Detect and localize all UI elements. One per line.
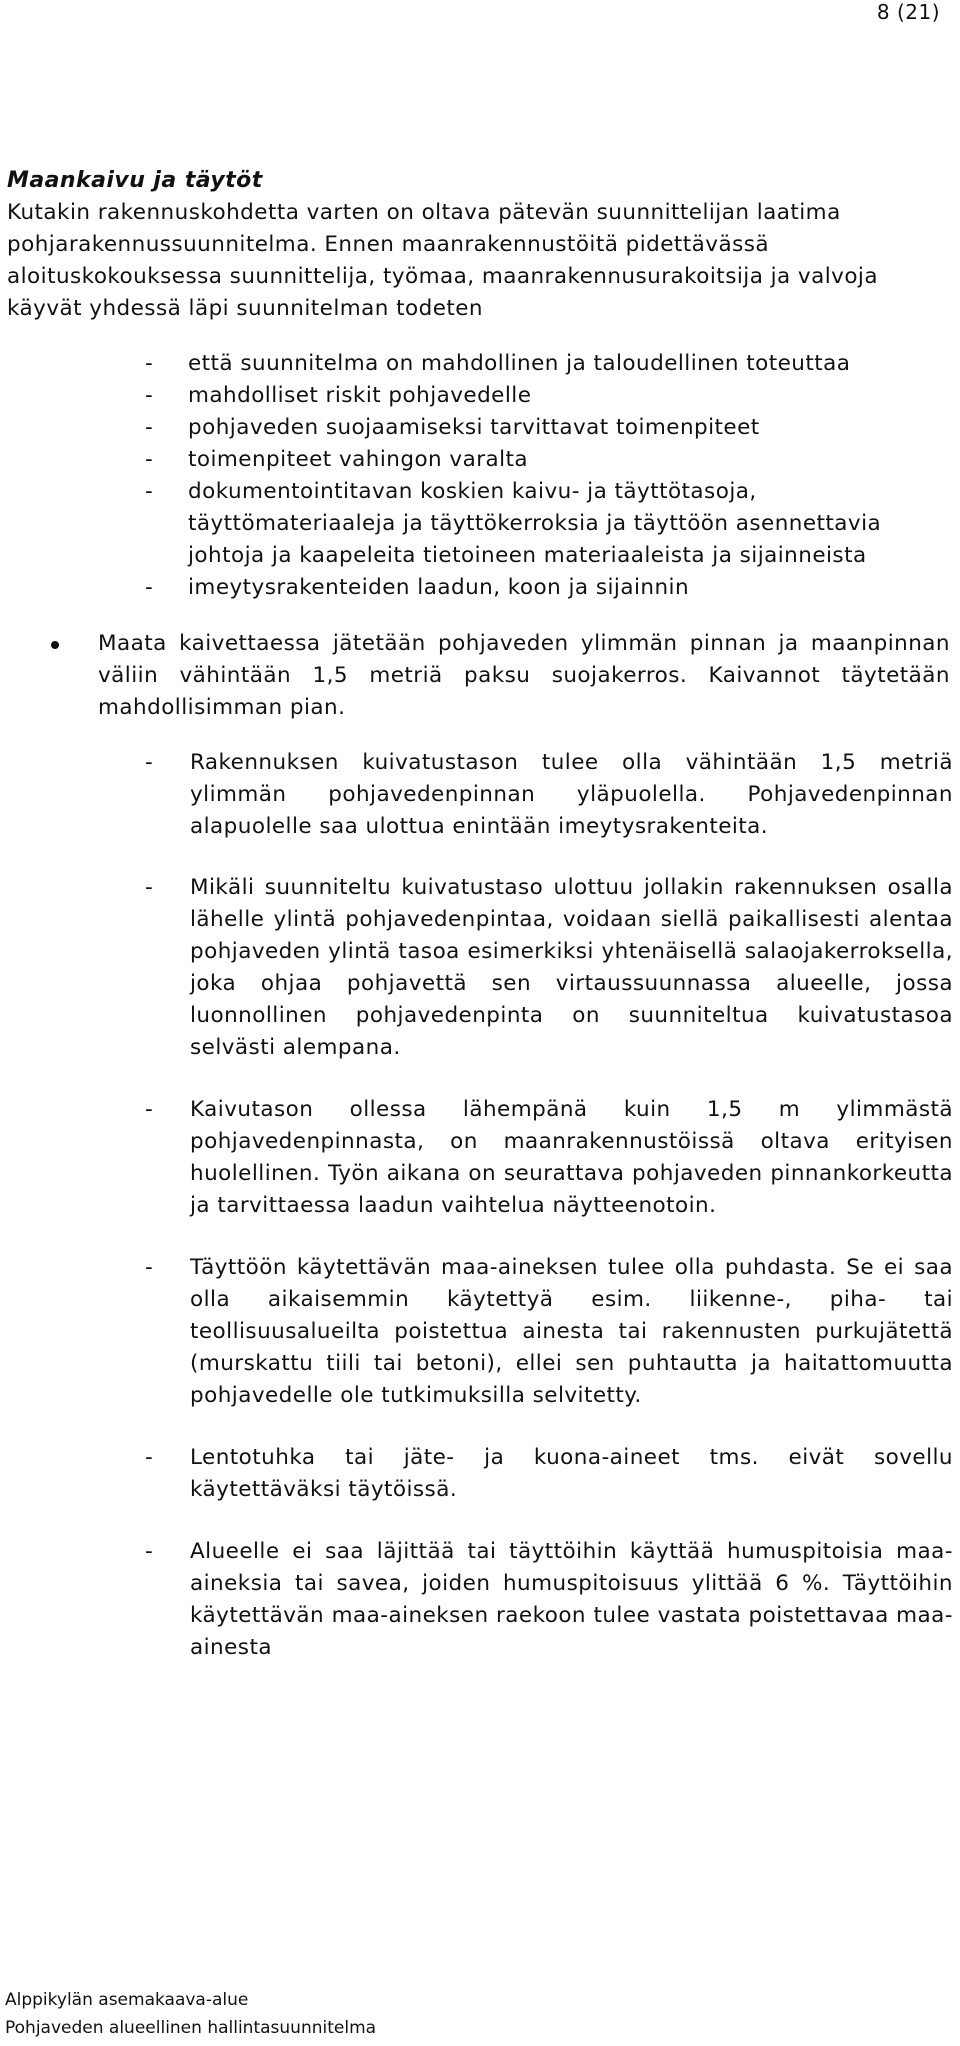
dash-marker: - (145, 479, 154, 504)
checklist-item: - mahdolliset riskit pohjavedelle (7, 380, 928, 412)
checklist-item: - että suunnitelma on mahdollinen ja taloudellinen toteuttaa (7, 348, 928, 380)
dash-marker: - (145, 1097, 154, 1122)
intro-paragraph: Kutakin rakennuskohdetta varten on oltava pätevän suunnittelijan laatima pohjarakennussuunnitelma. Ennen maanrakennustöitä pidettävässä aloituskokouksessa suunnittelija, työmaa, maanrakennusurakoitsija ja valvoja käyvät yhdessä läpi suunnitelman todeten (7, 200, 878, 321)
checklist-item: - dokumentointitavan koskien kaivu- ja täyttötasoja, täyttömateriaaleja ja täyttökerroksia ja täyttöön asennettavia johtoja ja kaapeleita tietoineen materiaaleista ja sijainneista (7, 476, 928, 572)
dash-marker: - (145, 575, 154, 600)
dash-marker: - (145, 1255, 154, 1280)
document-body (7, 165, 955, 1664)
bullet-paragraph: Maata kaivettaessa jätetään pohjaveden ylimmän pinnan ja maanpinnan väliin vähintään 1,5 metriä paksu suojakerros. Kaivannot täytetään mahdollisimman pian. (7, 628, 950, 724)
dash-marker: - (145, 1445, 154, 1470)
checklist-item: - toimenpiteet vahingon varalta (7, 444, 928, 476)
checklist-item: - pohjaveden suojaamiseksi tarvittavat toimenpiteet (7, 412, 928, 444)
rule-item: - Kaivutason ollessa lähempänä kuin 1,5 m ylimmästä pohjavedenpinnasta, on maanrakennustöissä oltava erityisen huolellinen. Työn aikana on seurattava pohjaveden pinnankorkeutta ja tarvittaessa laadun vaihtelua näytteenotoin. (7, 1094, 953, 1222)
page-number: 8 (21) (876, 0, 940, 24)
dash-marker: - (145, 415, 154, 440)
rule-item: - Täyttöön käytettävän maa-aineksen tulee olla puhdasta. Se ei saa olla aikaisemmin käytettyä esim. liikenne-, piha- tai teollisuusalueilta poistettua ainesta tai rakennusten purkujätettä (murskattu tiili tai betoni), ellei sen puhtautta ja haitattomuutta pohjavedelle ole tutkimuksilla selvitetty. (7, 1252, 953, 1412)
dash-marker: - (145, 875, 154, 900)
dash-marker: - (145, 351, 154, 376)
footer-project-name: Alppikylän asemakaava-alue (5, 1990, 249, 2010)
rule-item: - Alueelle ei saa läjittää tai täyttöihin käyttää humuspitoisia maa-aineksia tai savea, joiden humuspitoisuus ylittää 6 %. Täyttöihin käytettävän maa-aineksen raekoon tulee vastata poistettavaa maa-ainesta (7, 1536, 953, 1664)
rule-item: - Lentotuhka tai jäte- ja kuona-aineet tms. eivät sovellu käytettäväksi täytöissä. (7, 1442, 953, 1506)
rule-item: - Rakennuksen kuivatustason tulee olla vähintään 1,5 metriä ylimmän pohjavedenpinnan yläpuolella. Pohjavedenpinnan alapuolelle saa ulottua enintään imeytysrakenteita. (7, 747, 953, 843)
dash-marker: - (145, 1539, 154, 1564)
checklist (7, 348, 955, 604)
dash-marker: - (145, 447, 154, 472)
checklist-item: - imeytysrakenteiden laadun, koon ja sijainnin (7, 572, 928, 604)
section-heading: Maankaivu ja täytöt (7, 168, 263, 193)
footer-plan-name: Pohjaveden alueellinen hallintasuunnitelma (5, 2018, 377, 2038)
bullet-dot-icon (51, 641, 59, 649)
rule-item: - Mikäli suunniteltu kuivatustaso ulottuu jollakin rakennuksen osalla lähelle ylintä pohjavedenpintaa, voidaan siellä paikallisesti alentaa pohjaveden ylintä tasoa esimerkiksi yhtenäisellä salaojakerroksella, joka ohjaa pohjavettä sen virtaussuunnassa alueelle, jossa luonnollinen pohjavedenpinta on suunniteltua kuivatustasoa selvästi alempana. (7, 872, 953, 1064)
dash-marker: - (145, 383, 154, 408)
page-footer (5, 1986, 376, 2042)
dash-marker: - (145, 750, 154, 775)
